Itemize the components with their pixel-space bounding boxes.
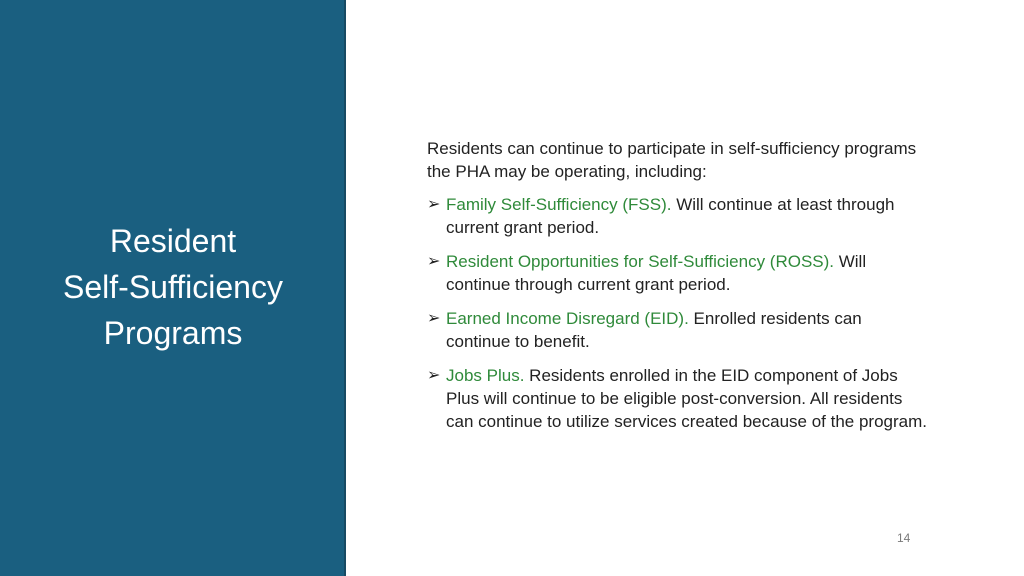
arrow-bullet-icon: ➢ xyxy=(427,310,441,327)
bullet-item xyxy=(427,307,927,353)
arrow-bullet-icon: ➢ xyxy=(427,196,441,213)
program-name: Resident Opportunities for Self-Sufficiency (ROSS). xyxy=(446,252,835,271)
arrow-bullet-icon: ➢ xyxy=(427,367,441,384)
title-panel xyxy=(0,0,346,576)
page-number: 14 xyxy=(897,531,911,545)
bullet-item xyxy=(427,250,927,296)
slide-title xyxy=(0,218,346,356)
bullet-item xyxy=(427,193,927,239)
intro-text: Residents can continue to participate in self-sufficiency programs the PHA may be operating, including: xyxy=(427,139,917,181)
title-line: Resident xyxy=(109,223,237,259)
program-name: Jobs Plus. xyxy=(446,366,525,385)
program-name: Earned Income Disregard (EID). xyxy=(446,309,689,328)
arrow-bullet-icon: ➢ xyxy=(427,253,441,270)
bullet-list xyxy=(427,193,927,433)
program-name: Family Self-Sufficiency (FSS). xyxy=(446,195,672,214)
program-description: Residents enrolled in the EID component of Jobs Plus will continue to be eligible post-conversion. All residents can continue to utilize services created because of the program. xyxy=(446,366,927,431)
program-description: Enrolled residents can continue to benefit. xyxy=(446,309,862,351)
bullet-item xyxy=(427,364,927,433)
title-line: Programs xyxy=(103,315,243,351)
program-description: Will continue through current grant period. xyxy=(446,252,867,294)
title-line: Self-Sufficiency xyxy=(63,269,283,305)
program-description: Will continue at least through current grant period. xyxy=(446,195,895,237)
slide-body xyxy=(427,137,927,444)
